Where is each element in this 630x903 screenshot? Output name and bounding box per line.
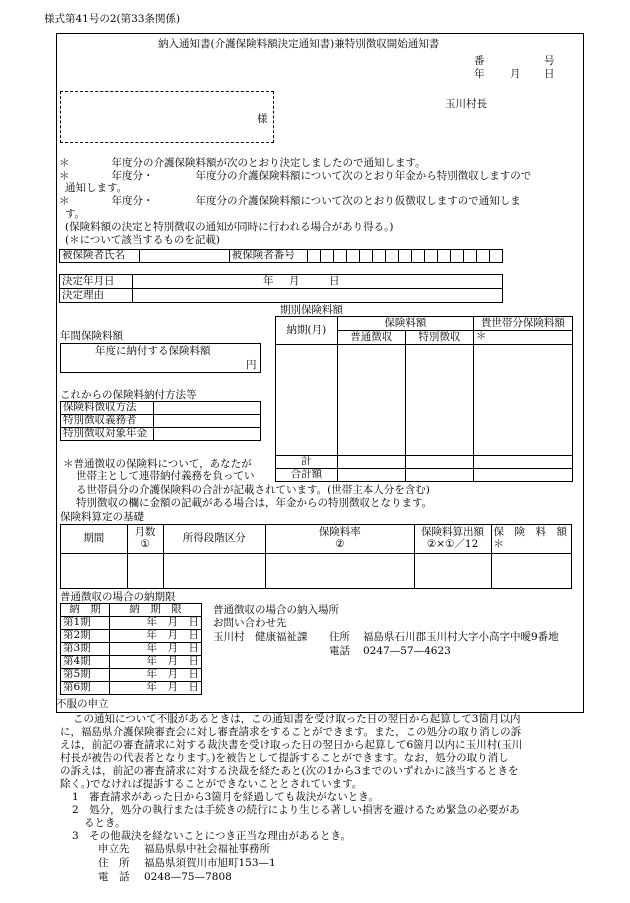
header-year: 年	[474, 68, 485, 80]
payment-method-row: 保険料徴収方法	[61, 402, 154, 415]
header-month: 月	[510, 68, 521, 80]
notice-note: (保険料額の決定と特別徴収の通知が同時に行われる場合があり得る。)	[65, 221, 394, 233]
deadlines-col-date: 納 期 限	[110, 604, 202, 617]
notice-line: 通知します。	[65, 182, 128, 194]
notice-line: ＊ 年度分の介護保険料額が次のとおり決定しましたので通知します。	[59, 157, 426, 169]
appeal-to: 福島県県中社会福祉事務所	[144, 843, 270, 855]
deadline-term: 第5期	[61, 669, 110, 682]
basis-col-rate: 保険料率	[318, 526, 361, 539]
col-period: 納期(月)	[276, 317, 338, 345]
payment-methods-table	[60, 401, 261, 441]
deadline-term: 第1期	[61, 617, 110, 630]
basis-col-rate-sub: ②	[335, 538, 345, 550]
notice-line: ＊ 年度分・ 年度分の介護保険料額について次のとおり仮徴収しますので通知しま	[59, 195, 521, 207]
inquiry-address: 福島県石川郡玉川村大字小高字中曖9番地	[363, 631, 559, 643]
household-note: ＊普通徴収の保険料について，あなたが	[63, 458, 252, 470]
insured-name-label: 被保険者氏名	[60, 250, 140, 263]
insured-table	[59, 249, 503, 263]
period-table-title: 期別保険料額	[280, 304, 343, 316]
payment-place-title: 普通徴収の場合の納入場所	[213, 604, 339, 616]
appeal-item: 2 処分，処分の執行または手続きの続行により生じる著しい損害を避けるため緊急の必要があ	[72, 804, 520, 816]
basis-col-calc: 保険料算出額	[421, 526, 485, 539]
appeal-tel: 0248—75—7808	[144, 871, 232, 883]
col-normal: 普通徴収	[337, 331, 405, 345]
household-note: 特別徴収の欄に金額の記載がある場合は，年金からの特別徴収となります。	[76, 497, 433, 509]
annual-unit: 円	[246, 359, 257, 371]
decision-date-label: 決定年月日	[60, 275, 133, 289]
page-title: 納入通知書(介護保険料額決定通知書)兼特別徴収開始通知書	[158, 38, 440, 50]
insured-number-label: 被保険者番号	[229, 250, 307, 263]
insured-name-value	[139, 250, 229, 263]
decision-day: 日	[327, 275, 503, 289]
deadline-date: 年 月 日	[110, 669, 202, 682]
payment-method-row: 特別徴収義務者	[61, 415, 154, 428]
deadlines-table	[60, 603, 202, 695]
basis-title: 保険料算定の基礎	[60, 511, 144, 523]
issuer: 玉川村長	[445, 98, 487, 110]
basis-col-months-sub: ①	[140, 538, 150, 550]
form-number: 様式第41号の2(第33条関係)	[44, 13, 181, 25]
inquiry-dept: 玉川村 健康福祉課	[213, 631, 308, 643]
notice-note: (＊について該当するものを記載)	[65, 234, 220, 246]
appeal-text: の訴えは，前記の審査請求に対する決裁を経たあと(次の1から3までのいずれかに該当するときを	[60, 765, 519, 777]
payment-method-row: 特別徴収対象年金	[61, 428, 154, 441]
col-premium: 保険料額	[337, 317, 473, 331]
deadline-term: 第4期	[61, 656, 110, 669]
appeal-item: るとき。	[84, 817, 126, 829]
decision-year: 年	[263, 274, 274, 287]
basis-col-amount: 保 険 料 額	[493, 526, 567, 539]
annual-label: 年度に納付する保険料額	[95, 345, 211, 357]
basis-table	[60, 524, 572, 589]
basis-col-period: 期間	[61, 525, 128, 554]
basis-col-calc-sub: ②×①／12	[426, 538, 479, 550]
appeal-text: に，福島県介護保険審査会に対し審査請求をすることができます。また，この処分の取り消しの訴	[60, 726, 522, 738]
appeal-tel-label: 電 話	[98, 871, 130, 883]
notice-line: ＊ 年度分・ 年度分の介護保険料額について次のとおり年金から特別徴収しますので	[59, 170, 532, 182]
payment-methods-title: これからの保険料納付方法等	[60, 389, 197, 401]
appeal-text: 除く。)でなければ提訴することができないこととされています。	[60, 778, 363, 790]
appeal-text: この通知について不服があるときは，この通知書を受け取った日の翌日から起算して3箇月以内	[73, 713, 521, 725]
deadlines-col-term: 納 期	[61, 604, 110, 617]
period-total-label: 計	[276, 456, 338, 469]
appeal-item: 3 その他裁決を経ないことにつき正当な理由があるとき。	[72, 830, 352, 842]
inquiry-tel-label: 電話	[329, 645, 350, 657]
col-special: 特別徴収	[405, 331, 473, 345]
basis-col-stage: 所得段階区分	[163, 525, 266, 554]
inquiry-tel: 0247—57—4623	[363, 645, 451, 657]
appeal-addr-label: 住 所	[98, 857, 130, 869]
number-suffix: 号	[544, 55, 555, 67]
household-note: る世帯員分の介護保険料の合計が記載されています。(世帯主本人分を含む)	[76, 484, 430, 496]
deadlines-title: 普通徴収の場合の納期限	[60, 591, 176, 603]
number-label: 番	[474, 55, 485, 67]
deadline-date: 年 月 日	[110, 643, 202, 656]
appeal-to-label: 申立先	[98, 843, 130, 855]
deadline-date: 年 月 日	[110, 656, 202, 669]
deadline-date: 年 月 日	[110, 682, 202, 695]
inquiry-addr-label: 住所	[329, 631, 350, 643]
decision-table	[59, 274, 503, 303]
col-household: 貴世帯分保険料額	[473, 317, 572, 331]
decision-month: 月	[287, 275, 327, 289]
deadline-term: 第2期	[61, 630, 110, 643]
household-note: 世帯主として連帯納付義務を負ってい	[76, 470, 255, 482]
appeal-text: 村長が被告の代表者となります。)を被告として提訴することができます。なお，処分の取り消し	[60, 752, 509, 764]
addressee-suffix: 様	[257, 113, 268, 125]
appeal-heading: 不服の申立	[56, 698, 109, 710]
deadline-term: 第6期	[61, 682, 110, 695]
deadline-term: 第3期	[61, 643, 110, 656]
household-mark: ＊	[475, 330, 487, 342]
notice-line: す。	[65, 208, 86, 220]
period-grand-total-label: 合計額	[276, 469, 338, 482]
basis-col-amount-sub: ＊	[493, 538, 504, 550]
annual-section-title: 年間保険料額	[60, 330, 123, 342]
inquiry-label: お問い合わせ先	[213, 617, 287, 629]
deadline-date: 年 月 日	[110, 617, 202, 630]
period-table	[275, 316, 573, 482]
address-box	[60, 91, 274, 143]
deadline-date: 年 月 日	[110, 630, 202, 643]
appeal-text: えは，前記の審査請求に対する裁決書を受け取った日の翌日から起算して6箇月以内に玉川村(玉川	[60, 739, 523, 751]
decision-reason-label: 決定理由	[60, 289, 133, 303]
basis-col-months: 月数	[134, 526, 156, 539]
appeal-item: 1 審査請求があった日から3箇月を経過しても裁決がないとき。	[72, 791, 379, 803]
appeal-address: 福島県須賀川市旭町153—1	[144, 857, 276, 869]
header-day: 日	[544, 68, 555, 80]
